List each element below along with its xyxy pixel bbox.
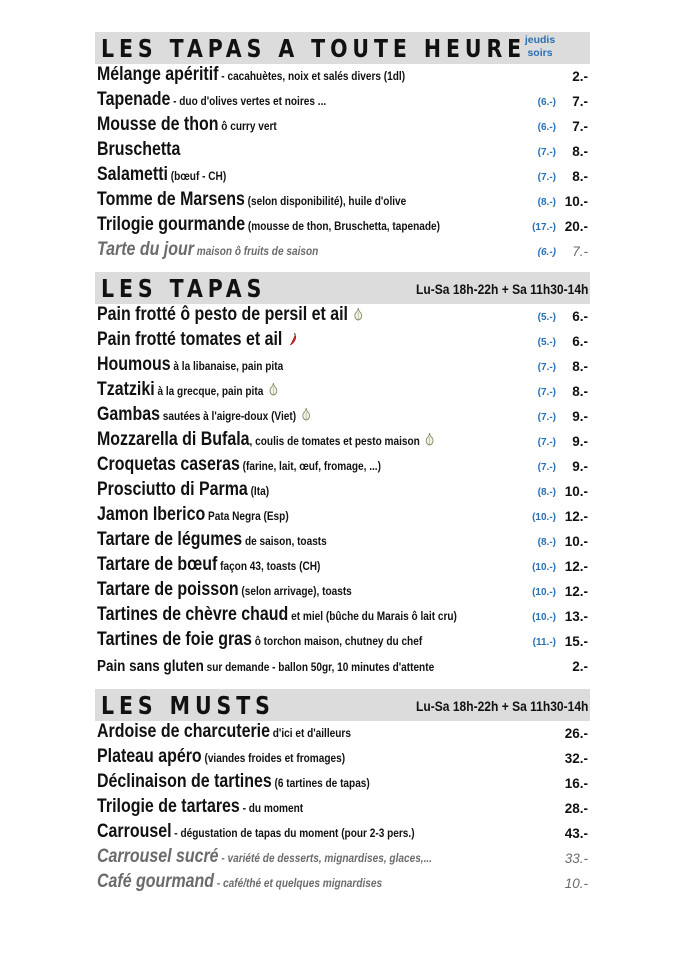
item-name: Houmous [97, 354, 171, 375]
item-name: Trilogie de tartares [97, 796, 240, 817]
item-name: Tartare de légumes [97, 529, 243, 550]
menu-item [97, 821, 415, 843]
menu-item [97, 479, 269, 501]
menu-item-row [97, 239, 590, 264]
menu-item [97, 871, 382, 893]
item-price: 20.- [564, 219, 588, 234]
item-previous-price: (7.-) [537, 172, 556, 183]
item-description: d'ici et d'ailleurs [269, 726, 351, 740]
section-title: LES MUSTS [101, 691, 275, 720]
item-name: Bruschetta [97, 139, 181, 160]
item-name: Pain sans gluten [97, 658, 204, 675]
item-name: Tomme de Marsens [97, 189, 245, 210]
item-description: et miel (bûche du Marais ô lait cru) [288, 609, 457, 623]
item-previous-price: (10.-) [532, 562, 556, 573]
item-price: 6.- [572, 334, 588, 349]
item-name: Croquetas caseras [97, 454, 240, 475]
item-description: maison ô fruits de saison [193, 244, 319, 258]
item-price: 33.- [564, 851, 588, 866]
item-price: 12.- [564, 584, 588, 599]
item-price: 43.- [564, 826, 588, 841]
item-description: de saison, toasts [242, 534, 327, 548]
menu-item-row [97, 429, 590, 454]
item-price: 10.- [564, 194, 588, 209]
item-previous-price: (6.-) [537, 122, 556, 133]
menu-item [97, 164, 226, 186]
menu-item-row [97, 796, 590, 821]
item-name: Tartare de poisson [97, 579, 239, 600]
item-price: 8.- [572, 144, 588, 159]
menu-item [97, 379, 278, 401]
menu-item [97, 529, 327, 551]
chili-icon [287, 332, 297, 346]
menu-item [97, 579, 352, 601]
item-name: Tartare de bœuf [97, 554, 218, 575]
item-description: (selon arrivage), toasts [238, 584, 352, 598]
item-previous-price: (10.-) [532, 587, 556, 598]
item-previous-price: (7.-) [537, 387, 556, 398]
item-description: façon 43, toasts (CH) [217, 559, 321, 573]
menu-item-row [97, 629, 590, 654]
item-previous-price: (7.-) [537, 362, 556, 373]
menu-item-row [97, 604, 590, 629]
menu-item [97, 771, 370, 793]
menu-item-row [97, 454, 590, 479]
item-description: (mousse de thon, Bruschetta, tapenade) [245, 219, 441, 233]
menu-item [97, 629, 422, 651]
item-name: Mélange apéritif [97, 64, 219, 85]
menu-item [97, 354, 283, 376]
item-name: Trilogie gourmande [97, 214, 246, 235]
menu-item-row [97, 114, 590, 139]
menu-item-row [97, 354, 590, 379]
menu-item-row [97, 721, 590, 746]
item-previous-price: (6.-) [537, 247, 556, 258]
item-previous-price: (8.-) [537, 197, 556, 208]
section-title: LES TAPAS [101, 274, 267, 303]
item-description: ô curry vert [218, 119, 277, 133]
item-previous-price: (5.-) [537, 312, 556, 323]
item-previous-price: (8.-) [537, 537, 556, 548]
item-previous-price: (17.-) [532, 222, 556, 233]
item-previous-price: (8.-) [537, 487, 556, 498]
menu-item-row [97, 579, 590, 604]
menu-item [97, 89, 326, 111]
item-description: (viandes froides et fromages) [201, 751, 346, 765]
item-previous-price: (11.-) [532, 637, 556, 648]
item-previous-price: (10.-) [532, 512, 556, 523]
menu-item-row [97, 771, 590, 796]
section-tapas-toute-heure [95, 32, 590, 260]
section-tapas [95, 272, 590, 675]
menu-item [97, 114, 277, 136]
item-name: Tzatziki [97, 379, 155, 400]
menu-item [97, 604, 457, 626]
item-price: 9.- [572, 459, 588, 474]
menu-item [97, 746, 345, 768]
menu-item [97, 239, 318, 261]
item-description: (6 tartines de tapas) [271, 776, 370, 790]
menu-item-row [97, 214, 590, 239]
menu-item [97, 214, 440, 236]
garlic-icon [353, 307, 363, 321]
item-price: 12.- [564, 559, 588, 574]
menu-item [97, 64, 405, 86]
item-price: 9.- [572, 434, 588, 449]
garlic-icon [425, 432, 435, 446]
item-description: sur demande - ballon 50gr, 10 minutes d'attente [203, 660, 435, 674]
item-price: 6.- [572, 309, 588, 324]
item-description: - variété de desserts, mignardises, glaces,... [218, 851, 433, 865]
item-price: 15.- [564, 634, 588, 649]
menu-item-row [97, 379, 590, 404]
menu-item-row [97, 479, 590, 504]
garlic-icon [268, 382, 278, 396]
item-description: (bœuf - CH) [167, 169, 227, 183]
menu-item-row [97, 189, 590, 214]
item-description: à la grecque, pain pita [154, 384, 264, 398]
menu-item-row [97, 846, 590, 871]
item-price: 28.- [564, 801, 588, 816]
item-previous-price: (6.-) [537, 97, 556, 108]
item-previous-price: (7.-) [537, 412, 556, 423]
menu-item [97, 404, 311, 426]
item-description: - duo d'olives vertes et noires ... [170, 94, 327, 108]
item-description: - café/thé et quelques mignardises [214, 876, 383, 890]
section-note: jeudis soirs [524, 34, 556, 59]
menu-item [97, 139, 180, 161]
item-price: 2.- [572, 69, 588, 84]
menu-item [97, 329, 297, 351]
menu-item-row [97, 654, 590, 679]
item-name: Tartines de foie gras [97, 629, 252, 650]
garlic-icon [301, 407, 311, 421]
menu-item [97, 796, 303, 818]
item-name: Jamon Iberico [97, 504, 206, 525]
item-name: Tartines de chèvre chaud [97, 604, 289, 625]
item-previous-price: (10.-) [532, 612, 556, 623]
item-name: Tapenade [97, 89, 171, 110]
menu-item-row [97, 504, 590, 529]
item-name: Mousse de thon [97, 114, 219, 135]
item-description: - dégustation de tapas du moment (pour 2-3 pers.) [171, 826, 415, 840]
menu-item-row [97, 821, 590, 846]
item-price: 7.- [572, 94, 588, 109]
item-price: 8.- [572, 169, 588, 184]
item-description: sautées à l'aigre-doux (Viet) [159, 409, 297, 423]
item-description: Pata Negra (Esp) [205, 509, 289, 523]
menu-item [97, 846, 432, 868]
section-musts [95, 689, 590, 892]
menu-item [97, 304, 363, 326]
item-price: 8.- [572, 384, 588, 399]
item-name: Pain frotté ô pesto de persil et ail [97, 304, 348, 325]
item-description: , coulis de tomates et pesto maison [249, 434, 420, 448]
item-name: Pain frotté tomates et ail [97, 329, 283, 350]
item-description: (Ita) [247, 484, 270, 498]
menu-item-row [97, 304, 590, 329]
section-header [95, 272, 590, 304]
item-price: 2.- [572, 659, 588, 674]
item-description: - du moment [239, 801, 304, 815]
item-previous-price: (7.-) [537, 437, 556, 448]
menu-item [97, 429, 435, 451]
item-description: ô torchon maison, chutney du chef [251, 634, 423, 648]
item-previous-price: (7.-) [537, 147, 556, 158]
menu-item-row [97, 139, 590, 164]
item-previous-price: (5.-) [537, 337, 556, 348]
item-price: 10.- [564, 876, 588, 891]
item-price: 26.- [564, 726, 588, 741]
menu-item-row [97, 529, 590, 554]
item-description: (selon disponibilité), huile d'olive [244, 194, 407, 208]
section-title: LES TAPAS A TOUTE HEURE [101, 34, 527, 63]
item-name: Plateau apéro [97, 746, 202, 767]
item-description: (farine, lait, œuf, fromage, ...) [239, 459, 381, 473]
menu-item-row [97, 164, 590, 189]
item-name: Mozzarella di Bufala [97, 429, 250, 450]
item-price: 10.- [564, 534, 588, 549]
menu-item-row [97, 404, 590, 429]
menu-item-row [97, 746, 590, 771]
item-name: Carrousel [97, 821, 172, 842]
section-hours: Lu-Sa 18h-22h + Sa 11h30-14h [415, 281, 588, 297]
item-name: Prosciutto di Parma [97, 479, 248, 500]
item-price: 16.- [564, 776, 588, 791]
item-price: 10.- [564, 484, 588, 499]
item-price: 9.- [572, 409, 588, 424]
section-header [95, 32, 590, 64]
item-name: Gambas [97, 404, 160, 425]
item-price: 7.- [572, 119, 588, 134]
section-hours: Lu-Sa 18h-22h + Sa 11h30-14h [415, 698, 588, 714]
menu-item [97, 658, 434, 676]
item-name: Salametti [97, 164, 168, 185]
item-name: Carrousel sucré [97, 846, 219, 867]
menu-item [97, 554, 320, 576]
menu-item-row [97, 89, 590, 114]
item-name: Café gourmand [97, 871, 215, 892]
menu-item [97, 189, 406, 211]
menu-item-row [97, 329, 590, 354]
item-previous-price: (7.-) [537, 462, 556, 473]
menu-item [97, 454, 381, 476]
item-price: 13.- [564, 609, 588, 624]
item-name: Tarte du jour [97, 239, 194, 260]
item-name: Ardoise de charcuterie [97, 721, 270, 742]
menu-item-row [97, 871, 590, 896]
menu-item [97, 721, 351, 743]
item-description: à la libanaise, pain pita [170, 359, 284, 373]
section-header [95, 689, 590, 721]
menu-item [97, 504, 289, 526]
menu-item-row [97, 554, 590, 579]
item-price: 8.- [572, 359, 588, 374]
item-price: 12.- [564, 509, 588, 524]
menu-item-row [97, 64, 590, 89]
item-price: 32.- [564, 751, 588, 766]
item-description: - cacahuètes, noix et salés divers (1dl) [218, 69, 406, 83]
item-price: 7.- [572, 244, 588, 259]
item-name: Déclinaison de tartines [97, 771, 272, 792]
